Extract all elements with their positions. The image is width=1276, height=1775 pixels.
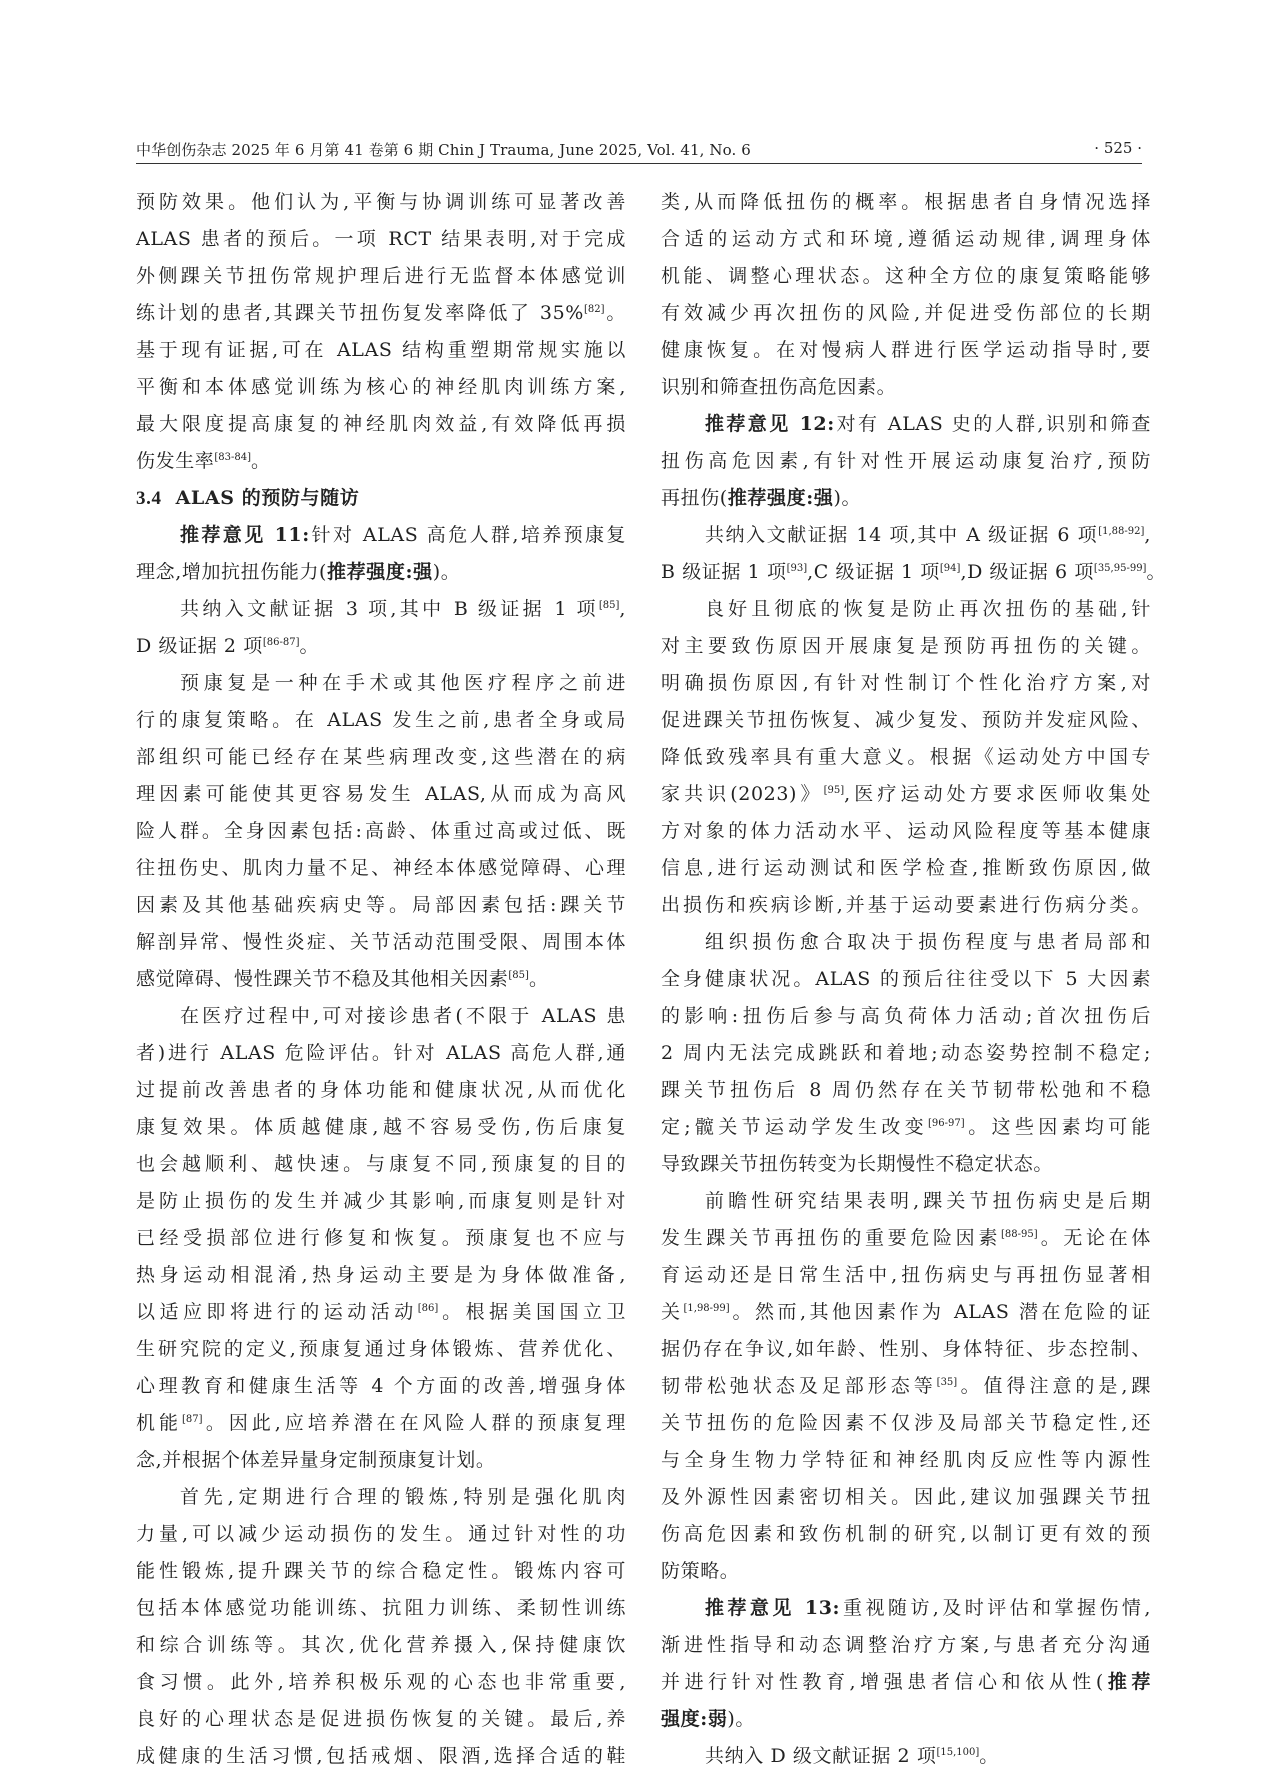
- text-line: 首先,定期进行合理的锻炼,特别是强化肌肉: [180, 1486, 626, 1508]
- citation: [82]: [583, 304, 605, 315]
- rec-label: 推荐意见 12:: [705, 413, 835, 435]
- recommendation-11: 推荐意见 11:针对 ALAS 高危人群,培养预康复: [180, 524, 626, 546]
- text-line: 家共识(2023)》[95],医疗运动处方要求医师收集处: [661, 783, 1151, 805]
- text-line: 也会越顺利、越快速。与康复不同,预康复的目的: [136, 1153, 626, 1175]
- section-number: 3.4: [136, 488, 162, 509]
- left-column: [136, 184, 626, 1775]
- citation: [1,98-99]: [683, 1303, 730, 1314]
- text-line: 力量,可以减少运动损伤的发生。通过针对性的功: [136, 1523, 626, 1545]
- citation: [95]: [823, 785, 845, 796]
- rec-label: 推荐意见 13:: [705, 1597, 841, 1619]
- text-line: 渐进性指导和动态调整治疗方案,与患者充分沟通: [661, 1634, 1151, 1656]
- text-line: 关节扭伤的危险因素不仅涉及局部关节稳定性,还: [661, 1412, 1151, 1434]
- text-line: 共纳入文献证据 14 项,其中 A 级证据 6 项[1,88-92],: [705, 524, 1151, 546]
- text-line: 组织损伤愈合取决于损伤程度与患者局部和: [705, 931, 1151, 953]
- text-line: 生研究院的定义,预康复通过身体锻炼、营养优化、: [136, 1338, 626, 1360]
- text-line: 育运动还是日常生活中,扭伤病史与再扭伤显著相: [661, 1264, 1151, 1286]
- text-line: 险人群。全身因素包括:高龄、体重过高或过低、既: [136, 820, 626, 842]
- text-line: 和综合训练等。其次,优化营养摄入,保持健康饮: [136, 1634, 626, 1656]
- text-line: 良好的心理状态是促进损伤恢复的关键。最后,养: [136, 1708, 626, 1730]
- text-line: B 级证据 1 项[93],C 级证据 1 项[94],D 级证据 6 项[35,95-99]。: [661, 561, 1167, 583]
- citation: [87]: [181, 1414, 203, 1425]
- text-line: 心理教育和健康生活等 4 个方面的改善,增强身体: [136, 1375, 626, 1397]
- recommendation-13: 推荐意见 13:重视随访,及时评估和掌握伤情,: [705, 1597, 1151, 1619]
- rec-strength: 推荐强度:强: [727, 487, 834, 509]
- right-column: [661, 184, 1167, 1775]
- text-line: 康复效果。体质越健康,越不容易受伤,伤后康复: [136, 1116, 626, 1138]
- citation: [88-95]: [1001, 1229, 1038, 1240]
- citation: [83-84]: [214, 452, 252, 463]
- text-line: 防策略。: [661, 1560, 740, 1582]
- text-line: 包括本体感觉功能训练、抗阻力训练、柔韧性训练: [136, 1597, 626, 1619]
- text-line: 并进行针对性教育,增强患者信心和依从性(推荐: [661, 1671, 1151, 1693]
- recommendation-12: 推荐意见 12:对有 ALAS 史的人群,识别和筛查: [705, 413, 1151, 435]
- text-line: 与全身生物力学特征和神经肌肉反应性等内源性: [661, 1449, 1151, 1471]
- rec-strength: 强度:弱: [661, 1708, 728, 1730]
- text-line: 降低致残率具有重大意义。根据《运动处方中国专: [661, 746, 1151, 768]
- rec-strength: 推荐强度:强: [327, 561, 433, 583]
- text-line: 机能[87]。因此,应培养潜在在风险人群的预康复理: [136, 1412, 626, 1434]
- text-line: 已经受损部位进行修复和恢复。预康复也不应与: [136, 1227, 626, 1249]
- text-line: 机能、调整心理状态。这种全方位的康复策略能够: [661, 265, 1151, 287]
- rec-strength-prefix: 推荐: [1103, 1671, 1151, 1693]
- text-line: 方对象的体力活动水平、运动风险程度等基本健康: [661, 820, 1151, 842]
- text-line: 韧带松弛状态及足部形态等[35]。值得注意的是,踝: [661, 1375, 1151, 1397]
- text-line: 外侧踝关节扭伤常规护理后进行无监督本体感觉训: [136, 265, 626, 287]
- text-line: 伤发生率[83-84]。: [136, 450, 271, 472]
- citation: [85]: [598, 600, 620, 611]
- text-line: 出损伤和疾病诊断,并基于运动要素进行伤病分类。: [661, 894, 1151, 916]
- text-line: 食习惯。此外,培养积极乐观的心态也非常重要,: [136, 1671, 626, 1693]
- text-line: 据仍存在争议,如年龄、性别、身体特征、步态控制、: [661, 1338, 1151, 1360]
- text-line: 明确损伤原因,有针对性制订个性化治疗方案,对: [661, 672, 1151, 694]
- text-line: 前瞻性研究结果表明,踝关节扭伤病史是后期: [705, 1190, 1151, 1212]
- text-line: 练计划的患者,其踝关节扭伤复发率降低了 35%[82]。: [136, 302, 626, 324]
- text-line: 健康恢复。在对慢病人群进行医学运动指导时,要: [661, 339, 1151, 361]
- text-line: 类,从而降低扭伤的概率。根据患者自身情况选择: [661, 191, 1151, 213]
- text-line: 成健康的生活习惯,包括戒烟、限酒,选择合适的鞋: [136, 1745, 626, 1767]
- text-line: 预防效果。他们认为,平衡与协调训练可显著改善: [136, 191, 626, 213]
- text-line: 合适的运动方式和环境,遵循运动规律,调理身体: [661, 228, 1151, 250]
- text-line: 解剖异常、慢性炎症、关节活动范围受限、周围本体: [136, 931, 626, 953]
- text-line: 再扭伤(推荐强度:强)。: [661, 487, 862, 509]
- text-line: ALAS 患者的预后。一项 RCT 结果表明,对于完成: [136, 228, 626, 250]
- running-header: [136, 139, 1142, 163]
- text-line: 良好且彻底的恢复是防止再次扭伤的基础,针: [705, 598, 1151, 620]
- header-rule: [136, 163, 1142, 164]
- citation: [85]: [508, 970, 529, 981]
- text-line: 理念,增加抗扭伤能力(推荐强度:强)。: [136, 561, 461, 583]
- text-line: 全身健康状况。ALAS 的预后往往受以下 5 大因素: [661, 968, 1151, 990]
- text-line: 有效减少再次扭伤的风险,并促进受伤部位的长期: [661, 302, 1151, 324]
- text-line: 基于现有证据,可在 ALAS 结构重塑期常规实施以: [136, 339, 626, 361]
- text-line: 者)进行 ALAS 危险评估。针对 ALAS 高危人群,通: [136, 1042, 626, 1064]
- rec-label: 推荐意见 11:: [180, 524, 310, 546]
- text-line: 信息,进行运动测试和医学检查,推断致伤原因,做: [661, 857, 1151, 879]
- citation: [35,95-99]: [1093, 563, 1147, 574]
- text-line: 踝关节扭伤后 8 周仍然存在关节韧带松弛和不稳: [661, 1079, 1151, 1101]
- text-line: 是防止损伤的发生并减少其影响,而康复则是针对: [136, 1190, 626, 1212]
- section-heading: [136, 480, 626, 517]
- text-line: D 级证据 2 项[86-87]。: [136, 635, 320, 657]
- text-line: 能性锻炼,提升踝关节的综合稳定性。锻炼内容可: [136, 1560, 626, 1582]
- text-line: 过提前改善患者的身体功能和健康状况,从而优化: [136, 1079, 626, 1101]
- journal-citation: 中华创伤杂志 2025 年 6 月第 41 卷第 6 期 Chin J Trauma, June 2025, Vol. 41, No. 6: [136, 141, 751, 159]
- citation: [86-87]: [262, 637, 300, 648]
- text-line: 念,并根据个体差异量身定制预康复计划。: [136, 1449, 496, 1471]
- text-line: 部组织可能已经存在某些病理改变,这些潜在的病: [136, 746, 626, 768]
- text-line: 促进踝关节扭伤恢复、减少复发、预防并发症风险、: [661, 709, 1151, 731]
- text-line: 预康复是一种在手术或其他医疗程序之前进: [180, 672, 626, 694]
- text-line: 共纳入文献证据 3 项,其中 B 级证据 1 项[85],: [180, 598, 626, 620]
- citation: [96-97]: [927, 1118, 965, 1129]
- text-line: 在医疗过程中,可对接诊患者(不限于 ALAS 患: [180, 1005, 626, 1027]
- text-line: 感觉障碍、慢性踝关节不稳及其他相关因素[85]。: [136, 968, 549, 990]
- text-line: 关[1,98-99]。然而,其他因素作为 ALAS 潜在危险的证: [661, 1301, 1151, 1323]
- text-line: 共纳入 D 级文献证据 2 项[15,100]。: [705, 1745, 999, 1767]
- text-line: 往扭伤史、肌肉力量不足、神经本体感觉障碍、心理: [136, 857, 626, 879]
- citation: [86]: [417, 1303, 439, 1314]
- text-line: 发生踝关节再扭伤的重要危险因素[88-95]。无论在体: [661, 1227, 1151, 1249]
- text-line: 平衡和本体感觉训练为核心的神经肌肉训练方案,: [136, 376, 626, 398]
- text-line: 的影响:扭伤后参与高负荷体力活动;首次扭伤后: [661, 1005, 1151, 1027]
- text-line: 热身运动相混淆,热身运动主要是为身体做准备,: [136, 1264, 626, 1286]
- text-line: 定;髋关节运动学发生改变[96-97]。这些因素均可能: [661, 1116, 1151, 1138]
- text-line: 导致踝关节扭伤转变为长期慢性不稳定状态。: [661, 1153, 1054, 1175]
- section-title: ALAS 的预防与随访: [175, 487, 360, 509]
- text-line: 因素及其他基础疾病史等。局部因素包括:踝关节: [136, 894, 626, 916]
- citation: [15,100]: [936, 1747, 980, 1758]
- text-line: 及外源性因素密切相关。因此,建议加强踝关节扭: [661, 1486, 1151, 1508]
- text-line: 伤高危因素和致伤机制的研究,以制订更有效的预: [661, 1523, 1151, 1545]
- citation: [93]: [786, 563, 808, 574]
- text-line: 最大限度提高康复的神经肌肉效益,有效降低再损: [136, 413, 626, 435]
- text-line: 对主要致伤原因开展康复是预防再扭伤的关键。: [661, 635, 1151, 657]
- text-line: 扭伤高危因素,有针对性开展运动康复治疗,预防: [661, 450, 1151, 472]
- citation: [1,88-92]: [1098, 526, 1145, 537]
- text-line: 2 周内无法完成跳跃和着地;动态姿势控制不稳定;: [661, 1042, 1151, 1064]
- text-line: 行的康复策略。在 ALAS 发生之前,患者全身或局: [136, 709, 626, 731]
- citation: [94]: [939, 563, 961, 574]
- text-line: 识别和筛查扭伤高危因素。: [661, 376, 897, 398]
- citation: [35]: [936, 1377, 958, 1388]
- text-line: 以适应即将进行的运动活动[86]。根据美国国立卫: [136, 1301, 627, 1323]
- page-number: · 525 ·: [1094, 139, 1142, 157]
- text-line: 强度:弱)。: [661, 1708, 756, 1730]
- text-line: 理因素可能使其更容易发生 ALAS,从而成为高风: [136, 783, 626, 805]
